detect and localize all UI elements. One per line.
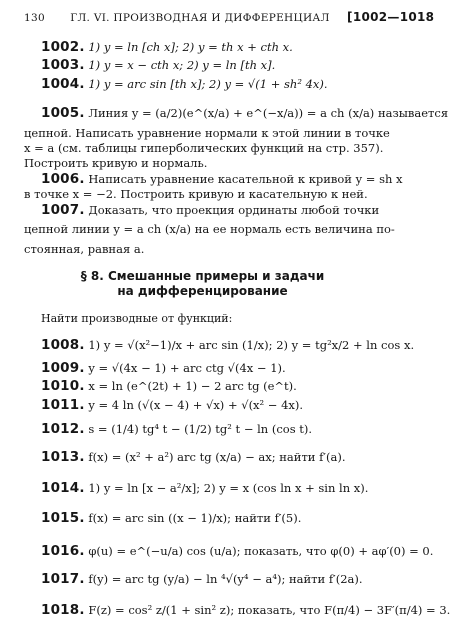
problem-text: 1) y = arc sin [th x]; 2) y = √(1 + sh² 4x). [84, 77, 328, 91]
section-heading: § 8. Смешанные примеры и задачи [80, 269, 325, 283]
text-line [24, 242, 144, 256]
section-subtitle [0, 284, 405, 298]
problem-text: цепной. Написать уравнение нормали к этой линии в точке [24, 126, 390, 140]
problem-1017 [41, 572, 363, 586]
problem-text: φ(u) = e^(−u/a) cos (u/a); показать, что φ(0) + aφ′(0) = 0. [84, 544, 434, 558]
section-title [0, 269, 405, 283]
problem-text: F(z) = cos² z/(1 + sin² z); показать, что F(π/4) − 3F′(π/4) = 3. [84, 603, 450, 617]
problem-1018 [41, 603, 450, 617]
problem-number: 1008. [41, 337, 85, 353]
problem-text: Написать уравнение касательной к кривой y = sh x [84, 172, 403, 186]
problem-number: 1014. [41, 480, 85, 496]
page-number: 130 [24, 12, 45, 24]
problem-text: y = 4 ln (√(x − 4) + √x) + √(x² − 4x). [84, 398, 304, 412]
text-line [24, 222, 395, 236]
problem-1003 [41, 58, 275, 72]
problem-number: 1005. [41, 105, 85, 121]
problem-text: 1) y = √(x²−1)/x + arc sin (1/x); 2) y = tg²x/2 + ln cos x. [84, 338, 415, 352]
problem-range: [1002—1018 [347, 10, 435, 24]
problem-text: y = √(4x − 1) + arc ctg √(4x − 1). [84, 361, 286, 375]
problem-number: 1007. [41, 202, 85, 218]
problem-text: стоянная, равная a. [24, 242, 145, 256]
text-line [24, 126, 390, 140]
instruction [41, 312, 232, 326]
problem-text: 1) y = x − cth x; 2) y = ln [th x]. [84, 58, 276, 72]
problem-text: в точке x = −2. Построить кривую и касательную к ней. [24, 187, 368, 201]
problem-1005 [41, 106, 448, 120]
text-line [24, 156, 207, 170]
problem-number: 1016. [41, 543, 85, 559]
problem-number: 1015. [41, 510, 85, 526]
problem-1004 [41, 77, 328, 91]
problem-text: Построить кривую и нормаль. [24, 156, 208, 170]
problem-number: 1017. [41, 571, 85, 587]
problem-1011 [41, 398, 303, 412]
problem-1014 [41, 481, 368, 495]
problem-text: f(x) = (x² + a²) arc tg (x/a) − ax; найти f′(a). [84, 450, 346, 464]
problem-number: 1004. [41, 76, 85, 92]
problem-number: 1002. [41, 39, 85, 55]
problem-text: x = a (см. таблицы гиперболических функций на стр. 357). [24, 141, 384, 155]
text-line [24, 141, 383, 155]
problem-number: 1003. [41, 57, 85, 73]
problem-text: 1) y = ln [x − a²/x]; 2) y = x (cos ln x + sin ln x). [84, 481, 369, 495]
problem-text: f(x) = arc sin ((x − 1)/x); найти f′(5). [84, 511, 302, 525]
problem-text: x = ln (e^(2t) + 1) − 2 arc tg (e^t). [84, 379, 297, 393]
text-line [24, 187, 368, 201]
problem-1013 [41, 450, 345, 464]
problem-number: 1006. [41, 171, 85, 187]
problem-1009 [41, 361, 286, 375]
problem-1006 [41, 172, 403, 186]
problem-1016 [41, 544, 433, 558]
problem-text: Доказать, что проекция ординаты любой точки [84, 203, 380, 217]
problem-number: 1011. [41, 397, 85, 413]
problem-text: s = (1/4) tg⁴ t − (1/2) tg² t − ln (cos t). [84, 422, 313, 436]
problem-1007 [41, 203, 379, 217]
problem-1015 [41, 511, 301, 525]
problem-1012 [41, 422, 312, 436]
problem-text: цепной линии y = a ch (x/a) на ее нормаль есть величина по- [24, 222, 395, 236]
problem-number: 1009. [41, 360, 85, 376]
problem-1010 [41, 379, 297, 393]
chapter-title: ГЛ. VI. ПРОИЗВОДНАЯ И ДИФФЕРЕНЦИАЛ [70, 12, 330, 24]
problem-number: 1013. [41, 449, 85, 465]
problem-1002 [41, 40, 293, 54]
section-subheading: на дифференцирование [117, 284, 288, 298]
problem-number: 1018. [41, 602, 85, 618]
problem-1008 [41, 338, 414, 352]
problem-text: Линия y = (a/2)(e^(x/a) + e^(−x/a)) = a ch (x/a) называется [84, 106, 449, 120]
problem-number: 1012. [41, 421, 85, 437]
page-header [24, 10, 434, 25]
instruction-text: Найти производные от функций: [41, 312, 233, 325]
problem-text: f(y) = arc tg (y/a) − ln ⁴√(y⁴ − a⁴); найти f′(2a). [84, 572, 363, 586]
problem-number: 1010. [41, 378, 85, 394]
problem-text: 1) y = ln [ch x]; 2) y = th x + cth x. [84, 40, 293, 54]
